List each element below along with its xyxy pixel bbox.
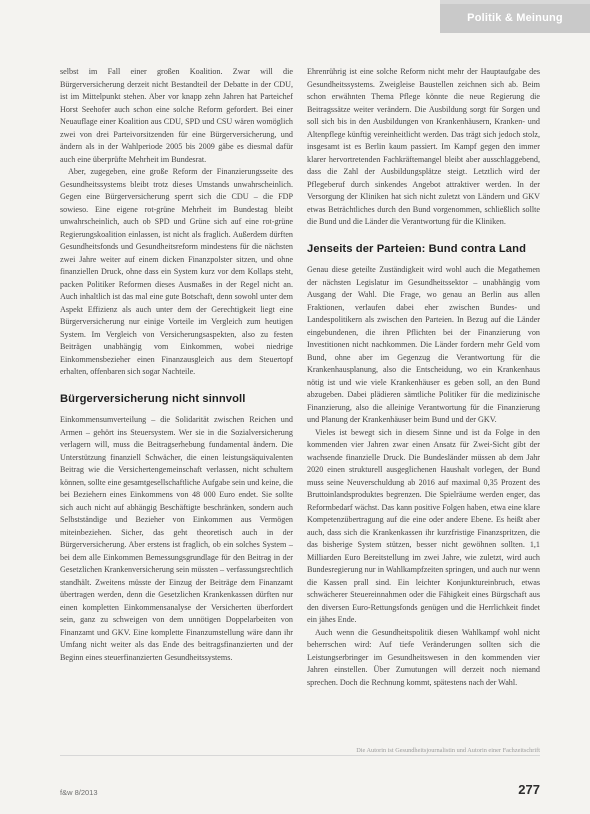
section-header-tab <box>440 0 590 33</box>
paragraph: Ehrenrührig ist eine solche Reform nicht mehr der Hauptaufgabe des Gesundheitssystems. Zweigleise Baustellen zeichnen sich ab. Beim schon erwähnten Thema Pflege könnte die neue Regierung die Beitragssätze weiter verändern. Die Ausbildung sorgt für Sorgen und soll sich bis in den Ausbildungen von Krankenhäusern, Kranken- und Altenpflege künftig vereinheitlicht werden. Das trägt sich jedoch stolz, insgesamt ist es Berlin kaum passiert. Im Kampf gegen den immer klarer hervortretenden Fachkräftemangel bleibt aber ausschlaggebend, dass die Zahl der Ausbildungsplätze steigt. Letztlich wird der Pflegeberuf durch sinkendes Angebot attraktiver werden. In der Versorgung der Kliniken hat sich nicht zuletzt von Ländern und GKV etwas Beträchtliches durch den Bund vorgenommen, schließlich sollte die Bund und die Länder die Verantwortung für die Kliniken. <box>307 67 540 226</box>
issue-label: f&w 8/2013 <box>60 788 98 797</box>
paragraph: Vieles ist bewegt sich in diesem Sinne und ist da Folge in den kommenden vier Jahren zwar einen Ansatz für Zwei-Sicht gibt der wachsende finanzielle Druck. Die Bundesländer müssen ab dem Jahr 2020 einen strukturell ausgeglichenen Haushalt vorlegen, der Bund muss seine Neuverschuldung ab 2016 auf maximal 0,35 Prozent des Bruttoinlandsproduktes begrenzen. Die Spielräume werden enger, das Reformbedarf wächst. Das kann positive Folgen haben, etwa eine klare Kompetenzübertragung auf die eine oder andere Ebene. Es heißt aber auch, dass sich die Krankenkassen ihr kurzfristige Finanzspritzen, die das bisherige System stützen, besser nicht gewöhnen sollten. 1,1 Milliarden Euro Bereitstellung im zwei Jahre, wie zuletzt, wird auch Bundesregierung nur in Wahlkampfzeiten springen, und auch nur wenn die Kassen prall sind. Ein leichter Konjunktureinbruch, etwas schwächerer Steuereinnahmen oder die Fähigkeit eines Bürgschaft aus den diversen Euro-Rettungsfonds genügen und die Herrlichkeit findet ein jähes Ende. <box>307 427 540 624</box>
paragraph: Aber, zugegeben, eine große Reform der Finanzierungsseite des Gesundheitssystems bleibt trotz dieses Umstands unwahrscheinlich. Gegen eine Bürgerversicherung sperrt sich die CDU – die FDP sowieso. Eine eigene rot-grüne Mehrheit im Bundestag bleibt unwahrscheinlich, auch ob SPD und Grüne sich auf eine rot-grüne Regierungskoalition einlassen, ist nicht als fraglich. Außerdem dürften Gesundheitsfonds und Gesundheitsreform mindestens für die nächsten zwei Jahre weiter auf einem dicken Finanzpolster sitzen, und ohne finanziellen Druck, ohne dass ein System kurz vor dem Kollaps steht, packen Politiker Reformen dieses Ausmaßes in der Regel nicht an. Auch inhaltlich ist das mal eine gute Botschaft, denn sowohl unter dem Aspekt Effizienz als auch unter dem der Gerechtigkeit liegt eine Bürgerversicherung nur einige Vorteile im Vergleich zum heutigen System. Im Vergleich von Versicherungsaspekten, also zu festen Beiträgen unabhängig vom Einkommen, wobei niedrige Einkommensbezieher einen Finanzausgleich aus dem Steuertopf erhalten, offenbaren sich sogar Nachteile. <box>60 167 293 376</box>
subheading: Bürgerversicherung nicht sinnvoll <box>60 392 246 405</box>
page-number: 277 <box>518 782 540 797</box>
header-stripe <box>440 0 590 4</box>
section-rubric: Politik & Meinung <box>467 12 563 24</box>
author-note: Die Autorin ist Gesundheitsjournalistin und Autorin einer Fachzeitschrift <box>356 747 540 754</box>
subheading: Jenseits der Parteien: Bund contra Land <box>307 242 526 255</box>
article-column-right <box>307 66 540 689</box>
paragraph: selbst im Fall einer großen Koalition. Zwar will die Bürgerversicherung derzeit nicht Bestandteil der Debatte in der CDU, ist im Mittelpunkt stehen. Aber vor knapp zehn Jahren hat Parteichef Horst Seehofer auch schon eine solche Reform gefordert. Bei einer Neuauflage einer Koalition aus CDU, SPD und CSU wären womöglich zwei von drei Parteivorsitzenden für eine Bürgerversicherung, und ändern als in der Wahlperiode 2005 bis 2009 gäbe es diesmal dafür auch eine überprüfte Mehrheit im Bundesrat. <box>60 67 293 164</box>
paragraph: Auch wenn die Gesundheitspolitik diesen Wahlkampf wohl nicht beherrschen wird: Auf tiefe Veränderungen sollten sich die Leistungserbringer im Gesundheitswesen in den kommenden vier Jahren einstellen. Über Zumutungen will derzeit noch niemand sprechen. Doch die Rechnung kommt, spätestens nach der Wahl. <box>307 627 540 687</box>
paragraph: Einkommensumverteilung – die Solidarität zwischen Reichen und Armen – gehört ins Steuersystem. Wer sie in die Sozialversicherung verlagern will, muss die Beitragserhebung fundamental ändern. Die Unterstützung finanziell Schwächer, die einen leistungsäquivalenten Beitrag wie die Versichertengemeinschaft verlassen, nicht schultern können, sollte eine gesamtgesellschaftliche Aufgabe sein und keine, die bei Beziehern eines Einkommens von 48 000 Euro endet. Sie sollte sich auch nicht auf abhängig Beschäftigte beschränken, sondern auch Selbstständige und Bezieher von Einkommen aus Vermögen miteinbeziehen. Sicher, das geht theoretisch auch in der Bürgerversicherung. Aber erstens ist fraglich, ob ein solches System – bei dem alle Einkommen Bemessungsgrundlage für den Beitrag in der Gesetzlichen Krankenversicherung sein müssten – verfassungsrechtlich standhält. Zweitens müsste der Einzug der Beiträge dem Finanzamt übertragen werden, denn die Gesetzlichen Krankenkassen dürften nur einen kompletten Einkommensanalyse der Versicherten überfordert sein, ganz zu schweigen von dem unnötigen Doppelarbeiten von Finanzamt und GKV. Eine komplette Finanzumstellung wäre dann ihr Umfang nicht weiter als das Ende des beitragsfinanzierten und der Beginn eines steuerfinanzierten Gesundheitssystems. <box>60 415 293 662</box>
paragraph: Genau diese geteilte Zuständigkeit wird wohl auch die Megathemen der nächsten Legislatur im Gesundheitssektor – unabhängig vom Ausgang der Wahl. Die Frage, wo genau an Berlin aus allen Fraktionen, verlaufen dabei eher zwischen Bundes- und Landespolitikern als zwischen den Parteien. In Bezug auf die Länder eingebundenen, die ihren Pflichten bei der Finanzierung von Investitionen nicht nachkommen. Die Länder fordern mehr Geld vom Bund, ohne aber im Gegenzug die Verantwortung für die Krankenhausplanung, also die Entscheidung, wo ein Krankenhaus nötig ist und wie viele Krankenhäuser es geben soll, an den Bund abzugeben. Dabei plädieren sämtliche Politiker für die medizinische Finanzierung, also die alleinige Verantwortung für die Finanzierung und Planung der Krankenhäuser beim Bund und der GKV. <box>307 265 540 424</box>
article-column-left <box>60 66 293 664</box>
footer-divider <box>60 755 540 756</box>
